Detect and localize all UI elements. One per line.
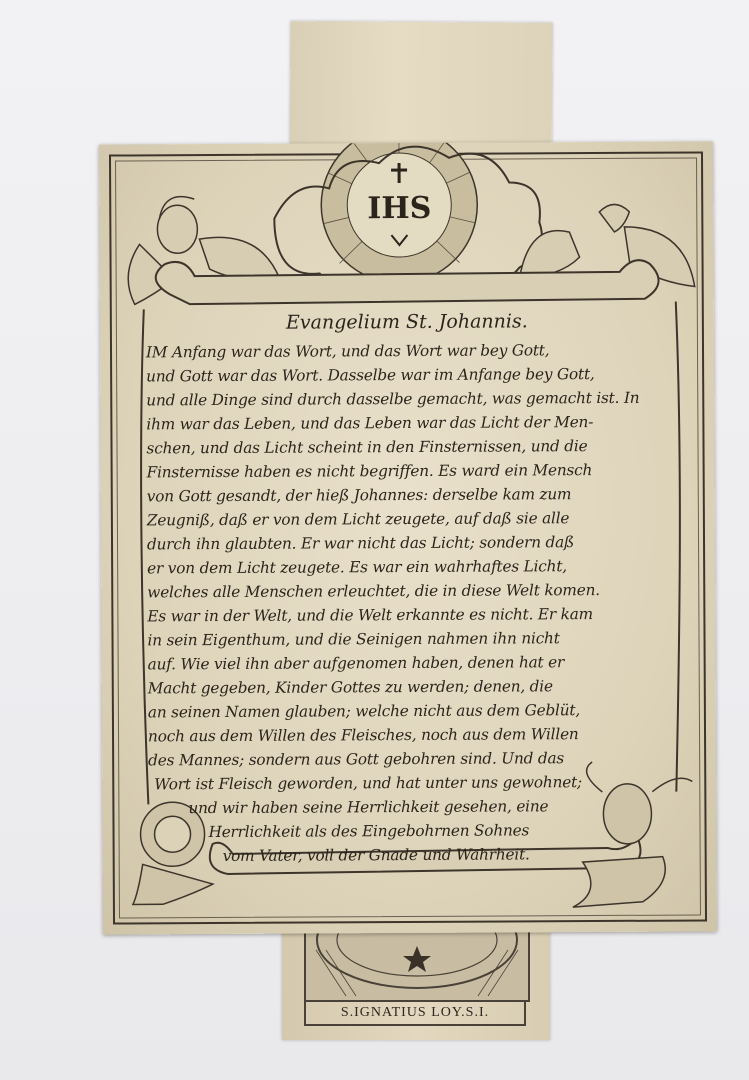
text-line: er von dem Licht zeugete. Es war ein wahrhaftes Licht, — [147, 557, 567, 578]
text-line: durch ihn glaubten. Er war nicht das Licht; sondern daß — [146, 533, 575, 554]
text-line: schen, und das Licht scheint in den Finsternissen, und die — [146, 437, 588, 458]
text-line: IM Anfang war das Wort, und das Wort war bey Gott, — [145, 341, 550, 362]
devotional-print-sheet — [99, 141, 717, 934]
text-line: Es war in der Welt, und die Welt erkannte es nicht. Er kam — [147, 605, 593, 626]
text-line: von Gott gesandt, der hieß Johannes: derselbe kam zum — [146, 485, 572, 506]
text-line: ihm war das Leben, und das Leben war das Licht der Men- — [146, 413, 594, 434]
text-line: und alle Dinge sind durch dasselbe gemacht, was gemacht ist. In — [146, 388, 640, 410]
plate-caption: S.IGNATIUS LOY.S.I. — [304, 1000, 526, 1026]
text-line: Herrlichkeit als des Eingebohrnen Sohnes — [208, 821, 530, 842]
text-line: vom Vater, voll der Gnade und Wahrheit. — [222, 845, 530, 865]
text-line: noch aus dem Willen des Fleisches, noch aus dem Willen — [147, 725, 579, 746]
text-line: und Gott war das Wort. Dasselbe war im Anfange bey Gott, — [146, 365, 595, 386]
text-line: auf. Wie viel ihn aber aufgenomen haben, denen hat er — [147, 653, 565, 674]
text-line: Zeugniß, daß er von dem Licht zeugete, auf daß sie alle — [146, 509, 570, 530]
text-line: Finsternisse haben es nicht begriffen. Es ward ein Mensch — [146, 461, 593, 482]
ihs-monogram: IHS — [367, 190, 432, 227]
text-line: in sein Eigenthum, und die Seinigen nahmen ihn nicht — [147, 629, 560, 650]
text-line: und wir haben seine Herrlichkeit gesehen, eine — [188, 797, 549, 818]
text-line: des Mannes; sondern aus Gott gebohren sind. Und das — [148, 749, 565, 770]
text-line: welches alle Menschen erleuchtet, die in diese Welt komen. — [147, 580, 600, 602]
gospel-text — [146, 338, 679, 869]
text-line: Wort ist Fleisch geworden, und hat unter uns gewohnet; — [154, 773, 582, 794]
text-line: an seinen Namen glauben; welche nicht aus dem Geblüt, — [147, 701, 581, 722]
print-title: Evangelium St. Johannis. — [285, 310, 528, 334]
medallion-engraving — [306, 930, 528, 1000]
text-line: Macht gegeben, Kinder Gottes zu werden; denen, die — [147, 677, 553, 698]
engraved-medallion-plate — [304, 928, 530, 1002]
